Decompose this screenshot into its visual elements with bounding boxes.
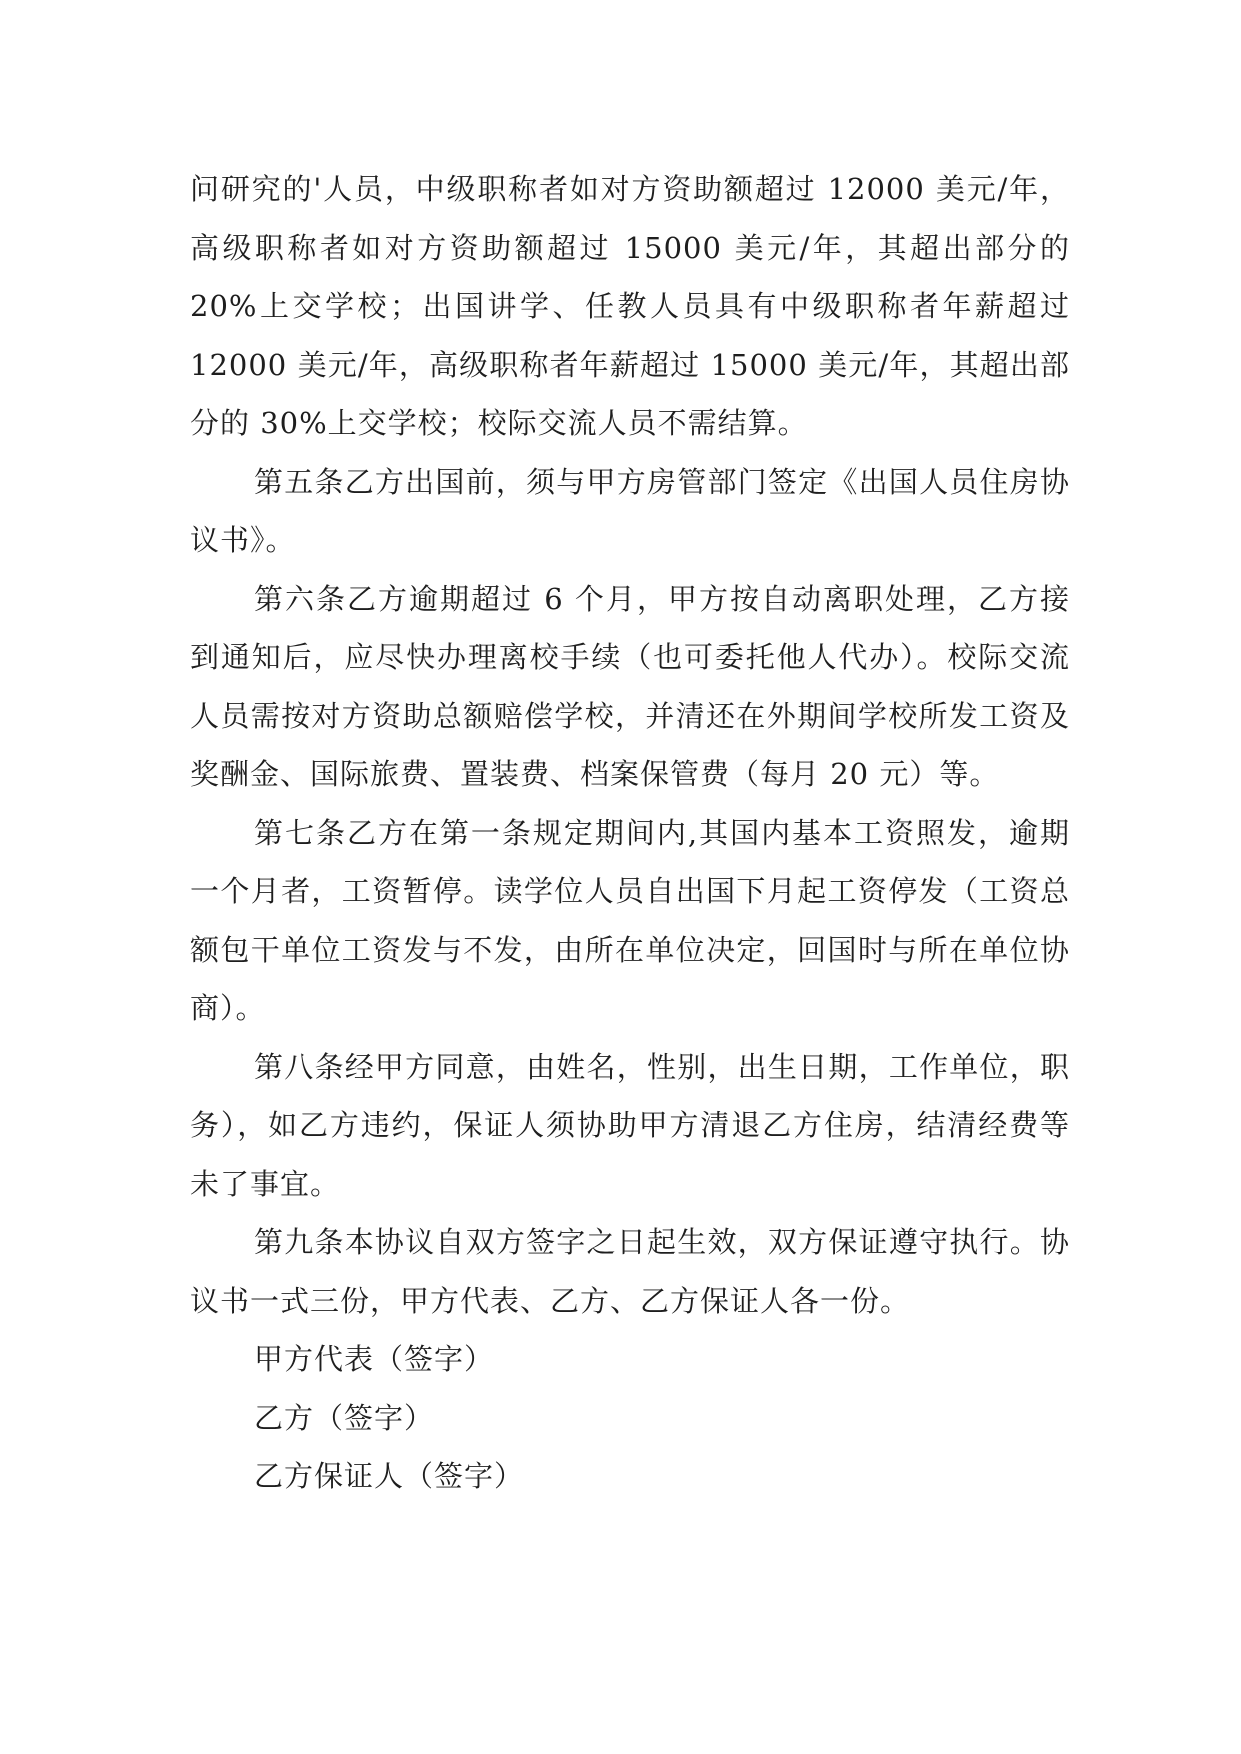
document-page [190, 160, 1070, 1506]
signature-party-a: 甲方代表（签字） [254, 1342, 495, 1376]
paragraph-continuation: 问研究的'人员，中级职称者如对方资助额超过 12000 美元/年，高级职称者如对方资助额超过 15000 美元/年，其超出部分的 20%上交学校；出国讲学、任教人员具有中级职称者年薪超过 12000 美元/年，高级职称者年薪超过 15000 美元/年，其超出部分的 30%上交学校；校际交流人员不需结算。 [190, 172, 1070, 440]
paragraph-article-6: 第六条乙方逾期超过 6 个月，甲方按自动离职处理，乙方接到通知后，应尽快办理离校手续（也可委托他人代办）。校际交流人员需按对方资助总额赔偿学校，并清还在外期间学校所发工资及奖酬金、国际旅费、置装费、档案保管费（每月 20 元）等。 [190, 581, 1070, 791]
signature-party-b: 乙方（签字） [254, 1400, 435, 1435]
paragraph-article-8: 第八条经甲方同意，由姓名，性别，出生日期，工作单位，职务），如乙方违约，保证人须协助甲方清退乙方住房，结清经费等未了事宜。 [190, 1049, 1070, 1201]
signature-guarantor: 乙方保证人（签字） [254, 1459, 525, 1493]
paragraph-article-5: 第五条乙方出国前，须与甲方房管部门签定《出国人员住房协议书》。 [190, 464, 1070, 557]
paragraph-article-7: 第七条乙方在第一条规定期间内,其国内基本工资照发，逾期一个月者，工资暂停。读学位人员自出国下月起工资停发（工资总额包干单位工资发与不发，由所在单位决定，回国时与所在单位协商）。 [190, 815, 1070, 1025]
paragraph-article-9: 第九条本协议自双方签字之日起生效，双方保证遵守执行。协议书一式三份，甲方代表、乙方、乙方保证人各一份。 [190, 1225, 1070, 1318]
